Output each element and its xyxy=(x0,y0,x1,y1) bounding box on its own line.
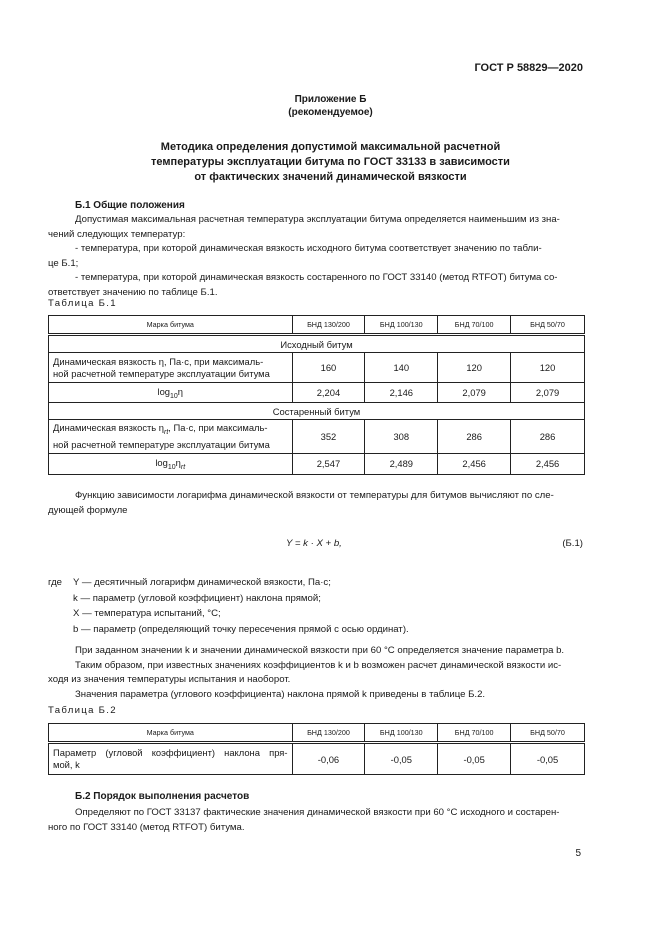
group-label: Исходный битум xyxy=(49,335,585,353)
table-cell: 2,489 xyxy=(365,453,438,474)
row-description xyxy=(49,743,293,775)
section-2-body xyxy=(48,806,584,835)
row-description xyxy=(49,420,293,454)
paragraph-line: Функцию зависимости логарифма динамической вязкости от температуры для битумов вычисляют по сле- xyxy=(75,490,554,501)
paragraph-line: ного по ГОСТ 33140 (метод RTFOT) битума. xyxy=(48,821,245,833)
text-fragment: Динамическая вязкость η xyxy=(53,422,165,433)
table-b2 xyxy=(48,723,585,775)
grade-header: БНД 50/70 xyxy=(511,316,585,335)
row-label xyxy=(49,383,293,403)
main-title-line: от фактических значений динамической вязкости xyxy=(194,171,467,183)
table-cell: 140 xyxy=(365,353,438,383)
table-row xyxy=(49,420,585,454)
log-subscript: 10 xyxy=(170,392,178,400)
table-row xyxy=(49,353,585,383)
paragraph-line: дующей формуле xyxy=(48,504,128,516)
group-label: Состаренный битум xyxy=(49,403,585,420)
appendix-subtitle: (рекомендуемое) xyxy=(288,107,373,118)
standard-number: ГОСТ Р 58829—2020 xyxy=(474,62,583,74)
row-description-line xyxy=(53,422,288,439)
table-cell: -0,05 xyxy=(365,743,438,775)
where-item: Y — десятичный логарифм динамической вязкости, Па·с; xyxy=(73,577,331,588)
table-cell: -0,05 xyxy=(511,743,585,775)
table-cell: 2,146 xyxy=(365,383,438,403)
table-cell: 352 xyxy=(292,420,365,454)
table-cell: 120 xyxy=(438,353,511,383)
table-cell: 2,079 xyxy=(438,383,511,403)
grade-header: БНД 130/200 xyxy=(292,316,365,335)
subscript: rt xyxy=(164,428,169,436)
appendix-title: Приложение Б xyxy=(294,94,367,105)
where-item: b — параметр (определяющий точку пересечения прямой с осью ординат). xyxy=(73,623,409,635)
grade-header: БНД 70/100 xyxy=(438,316,511,335)
paragraph-2 xyxy=(48,644,584,702)
table-row xyxy=(49,383,585,403)
paragraph-line: Допустимая максимальная расчетная температура эксплуатации битума определяется наименьшим из зна- xyxy=(75,214,560,225)
section-1-body xyxy=(48,213,584,300)
table-cell: -0,06 xyxy=(292,743,365,775)
section-heading: Б.1 Общие положения xyxy=(75,200,185,211)
table-header-row xyxy=(49,724,585,743)
page-number: 5 xyxy=(575,848,581,859)
where-item: k — параметр (угловой коэффициент) наклона прямой; xyxy=(73,592,321,604)
where-item: X — температура испытаний, °С; xyxy=(73,608,221,619)
where-lead: где xyxy=(48,577,63,588)
grade-header: БНД 130/200 xyxy=(292,724,365,743)
row-description-line: ной расчетной температуре эксплуатации битума xyxy=(53,438,270,450)
table-header-row xyxy=(49,316,585,335)
table-cell: 286 xyxy=(511,420,585,454)
table-cell: 160 xyxy=(292,353,365,383)
table-cell: 120 xyxy=(511,353,585,383)
eta-symbol: η xyxy=(177,385,184,397)
paragraph-line: - температура, при которой динамическая вязкость состаренного по ГОСТ 33140 (метод RTFOT) битума со- xyxy=(75,272,558,283)
eta-symbol: η xyxy=(175,456,181,468)
table-cell: 2,204 xyxy=(292,383,365,403)
formula-number: (Б.1) xyxy=(562,538,583,549)
paragraph-line: При заданном значении k и значении динамической вязкости при 60 °С определяется значение параметра b. xyxy=(75,645,565,656)
grade-header: БНД 100/130 xyxy=(365,724,438,743)
group-row xyxy=(49,403,585,420)
main-title xyxy=(0,140,661,185)
row-description-line: мой, k xyxy=(53,759,80,770)
column-header: Марка битума xyxy=(49,316,293,335)
paragraph-line: - температура, при которой динамическая вязкость исходного битума соответствует значению по табли- xyxy=(75,243,542,254)
paragraph-line: Значения параметра (углового коэффициента) наклона прямой k приведены в таблице Б.2. xyxy=(75,688,486,700)
paragraph-line: це Б.1; xyxy=(48,257,79,269)
table-row xyxy=(49,743,585,775)
table-cell: 286 xyxy=(438,420,511,454)
paragraph-line: ответствует значению по таблице Б.1. xyxy=(48,286,218,298)
paragraph-line: ходя из значения температуры испытания и наоборот. xyxy=(48,674,291,685)
main-title-line: Методика определения допустимой максимальной расчетной xyxy=(160,141,501,153)
grade-header: БНД 70/100 xyxy=(438,724,511,743)
grade-header: БНД 100/130 xyxy=(365,316,438,335)
table-cell: 2,547 xyxy=(292,453,365,474)
text-fragment: , Па·с, при максималь- xyxy=(168,422,268,433)
table-caption: Таблица Б.2 xyxy=(48,705,117,716)
table-row xyxy=(49,453,585,474)
table-caption: Таблица Б.1 xyxy=(48,298,117,309)
main-title-line: температуры эксплуатации битума по ГОСТ 33133 в зависимости xyxy=(151,156,510,168)
subscript: rt xyxy=(180,463,186,471)
table-cell: 2,456 xyxy=(511,453,585,474)
table-cell: 2,079 xyxy=(511,383,585,403)
paragraph-line: Определяют по ГОСТ 33137 фактические значения динамической вязкости при 60 °С исходного и состарен- xyxy=(75,807,560,818)
log-text: log xyxy=(155,456,168,468)
table-cell: -0,05 xyxy=(438,743,511,775)
paragraph-line: Таким образом, при известных значениях коэффициентов k и b возможен расчет динамической вязкости ис- xyxy=(75,659,562,671)
row-description-line: ной расчетной температуре эксплуатации битума xyxy=(53,367,270,379)
log-subscript: 10 xyxy=(167,463,176,471)
row-label xyxy=(49,453,293,474)
table-b1 xyxy=(48,315,585,475)
formula: Y = k · X + b, xyxy=(286,538,342,549)
row-description xyxy=(49,353,293,383)
row-description-line: Параметр (угловой коэффициент) наклона пря- xyxy=(53,747,288,758)
group-row xyxy=(49,335,585,353)
row-description-line: Динамическая вязкость η, Па·с, при максималь- xyxy=(53,355,264,367)
log-text: log xyxy=(157,385,170,397)
column-header: Марка битума xyxy=(49,724,293,743)
table-cell: 2,456 xyxy=(438,453,511,474)
where-list xyxy=(73,575,409,637)
table-cell: 308 xyxy=(365,420,438,454)
paragraph-line: чений следующих температур: xyxy=(48,228,186,240)
grade-header: БНД 50/70 xyxy=(511,724,585,743)
section-heading: Б.2 Порядок выполнения расчетов xyxy=(75,791,250,802)
formula-intro xyxy=(48,489,584,518)
